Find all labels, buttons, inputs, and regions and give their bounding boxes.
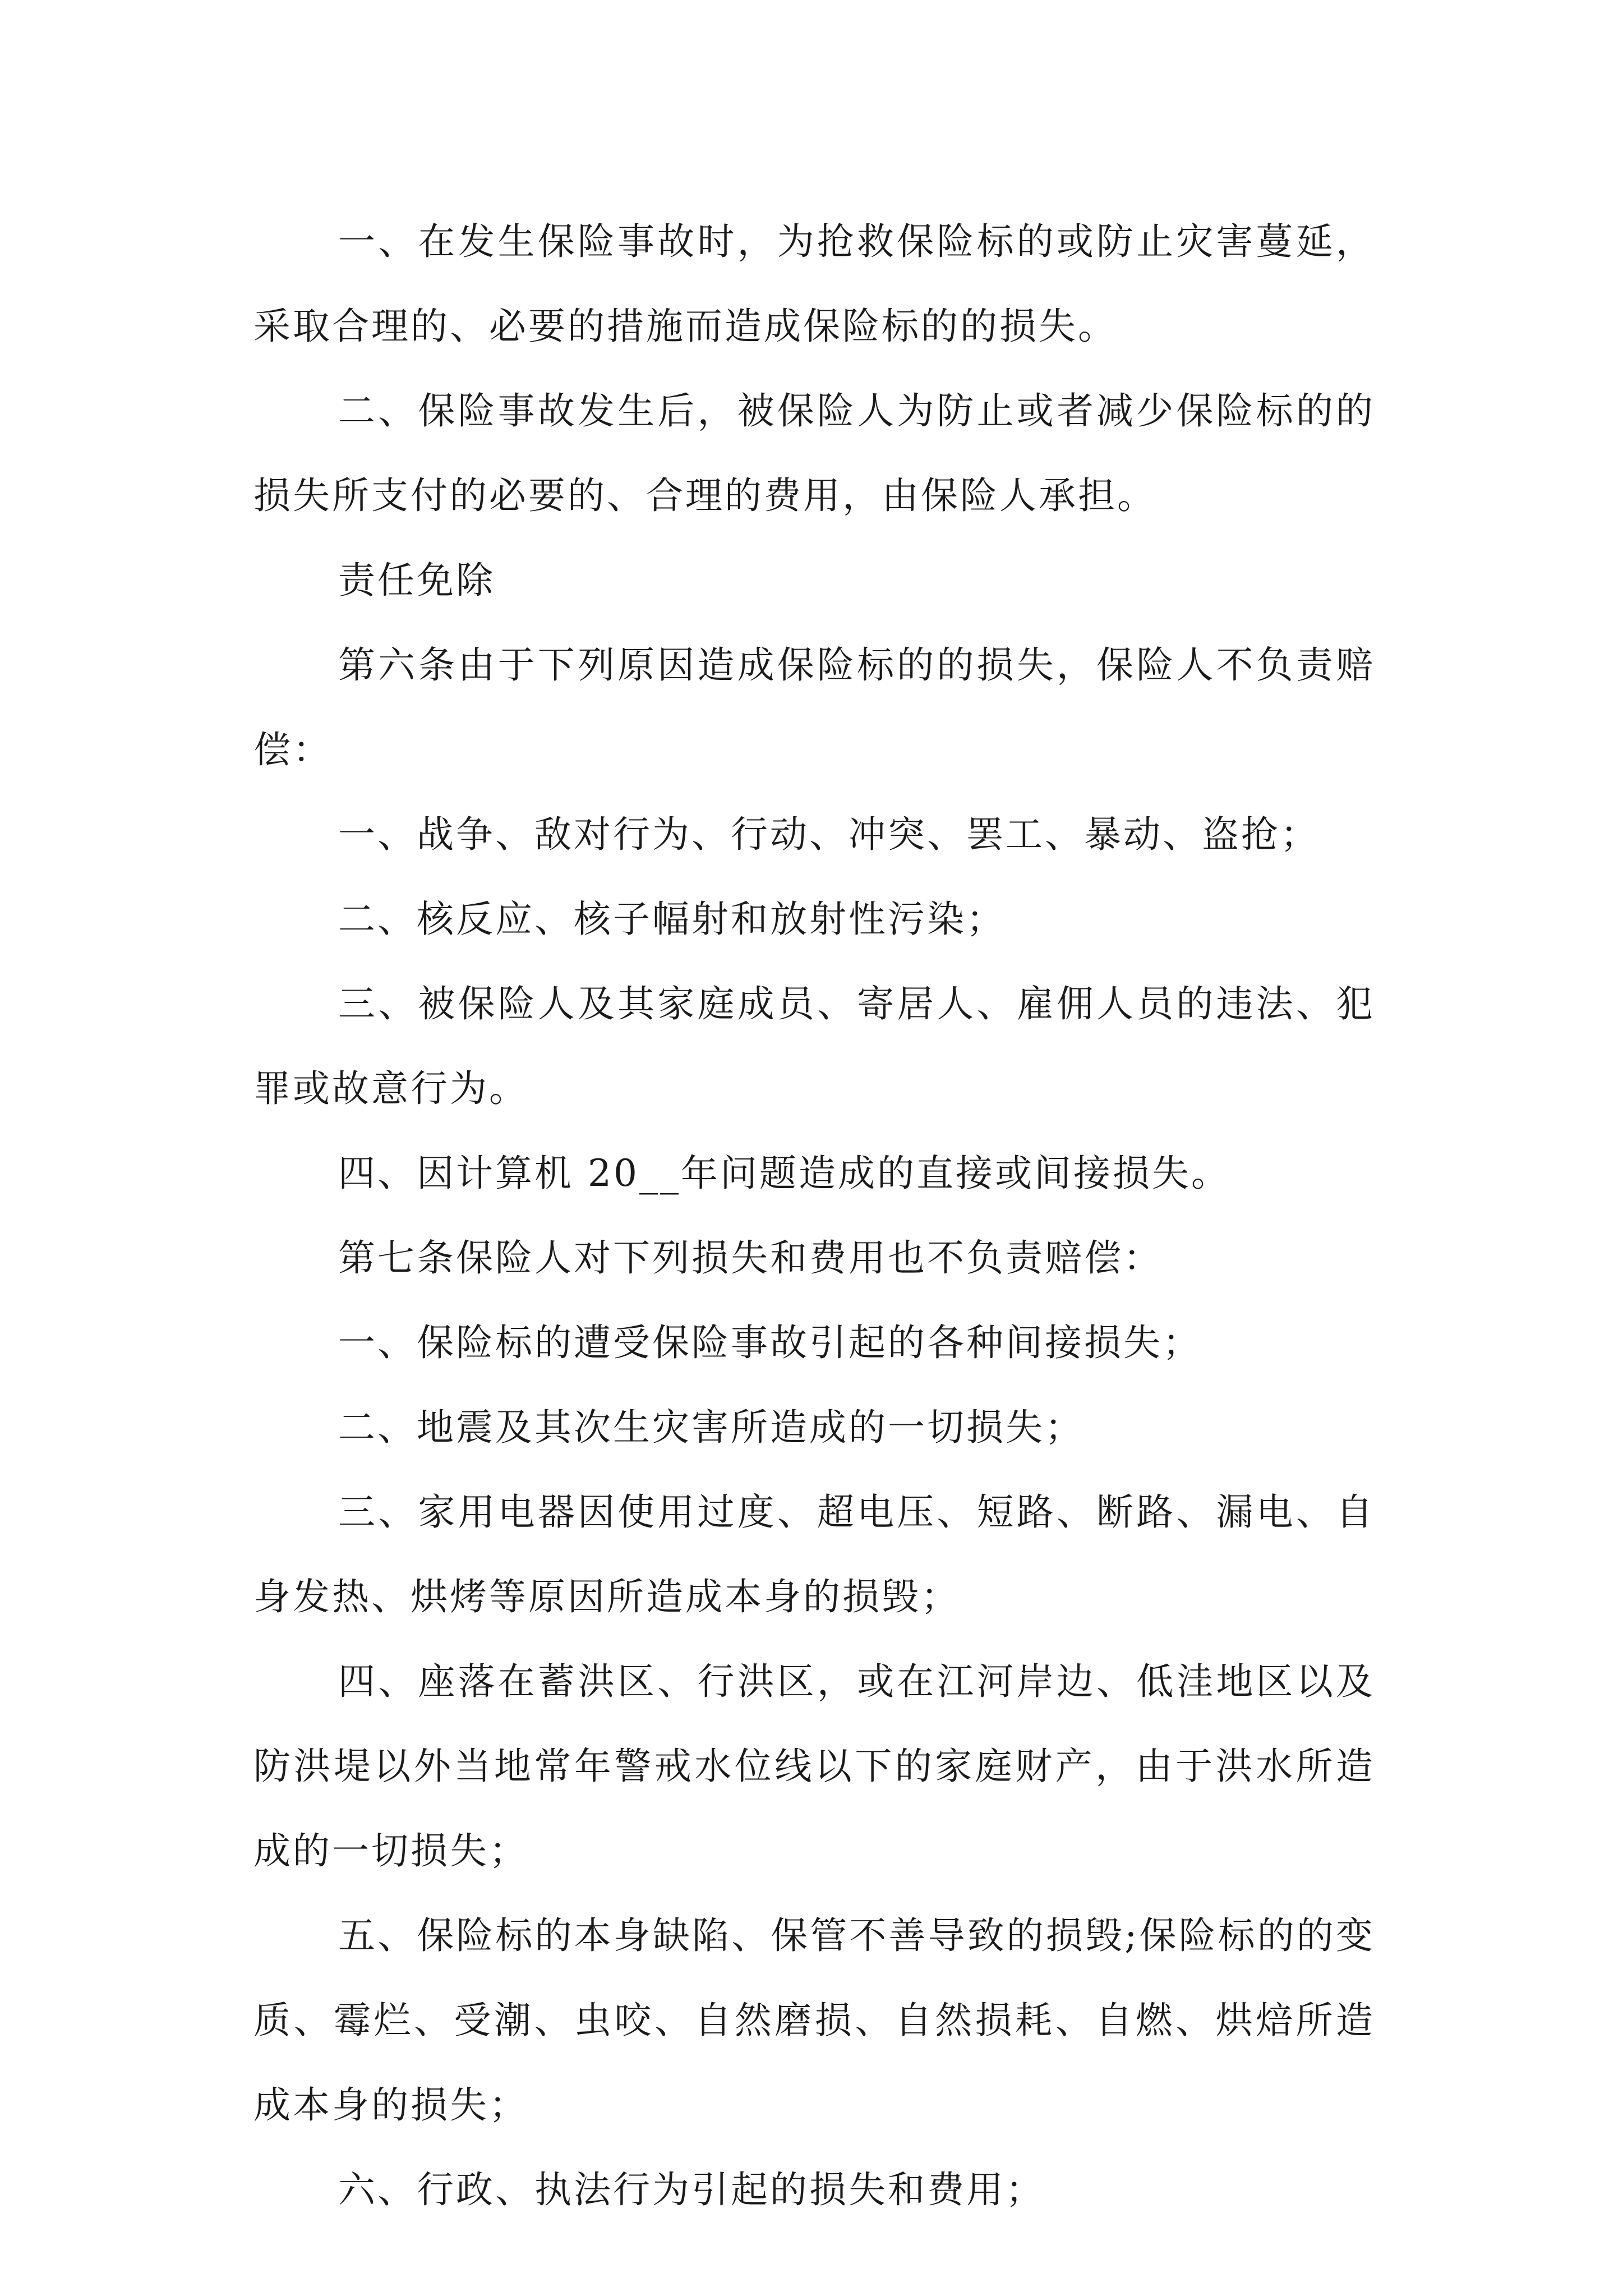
paragraph-article-6: 第六条由于下列原因造成保险标的的损失，保险人不负责赔偿： (253, 643, 1375, 771)
list-item-computer-year-problem: 四、因计算机 20__年问题造成的直接或间接损失。 (338, 1152, 1230, 1195)
list-item-appliances: 三、家用电器因使用过度、超电压、短路、断路、漏电、自身发热、烘烤等原因所造成本身的损毁； (253, 1490, 1375, 1618)
list-item-defects: 五、保险标的本身缺陷、保管不善导致的损毁;保险标的的变质、霉烂、受潮、虫咬、自然磨损、自然损耗、自燃、烘焙所造成本身的损失； (253, 1914, 1375, 2127)
list-item-earthquake: 二、地震及其次生灾害所造成的一切损失； (338, 1406, 1084, 1449)
document-body (253, 199, 1375, 2232)
paragraph-rescue-loss: 一、在发生保险事故时，为抢救保险标的或防止灾害蔓延，采取合理的、必要的措施而造成保险标的的损失。 (253, 220, 1375, 348)
list-item-intentional-acts: 三、被保险人及其家庭成员、寄居人、雇佣人员的违法、犯罪或故意行为。 (253, 982, 1375, 1110)
section-heading-exclusions: 责任免除 (338, 559, 495, 602)
list-item-flood-zone: 四、座落在蓄洪区、行洪区，或在江河岸边、低洼地区以及防洪堤以外当地常年警戒水位线以下的家庭财产，由于洪水所造成的一切损失； (253, 1660, 1375, 1872)
paragraph-mitigation-costs: 二、保险事故发生后，被保险人为防止或者减少保险标的的损失所支付的必要的、合理的费用，由保险人承担。 (253, 389, 1375, 517)
list-item-war: 一、战争、敌对行为、行动、冲突、罢工、暴动、盗抢； (338, 813, 1320, 856)
list-item-administrative: 六、行政、执法行为引起的损失和费用； (338, 2168, 1045, 2211)
list-item-nuclear: 二、核反应、核子幅射和放射性污染； (338, 898, 1006, 941)
list-item-indirect-loss: 一、保险标的遭受保险事故引起的各种间接损失； (338, 1321, 1202, 1364)
paragraph-article-7: 第七条保险人对下列损失和费用也不负责赔偿： (338, 1236, 1163, 1280)
